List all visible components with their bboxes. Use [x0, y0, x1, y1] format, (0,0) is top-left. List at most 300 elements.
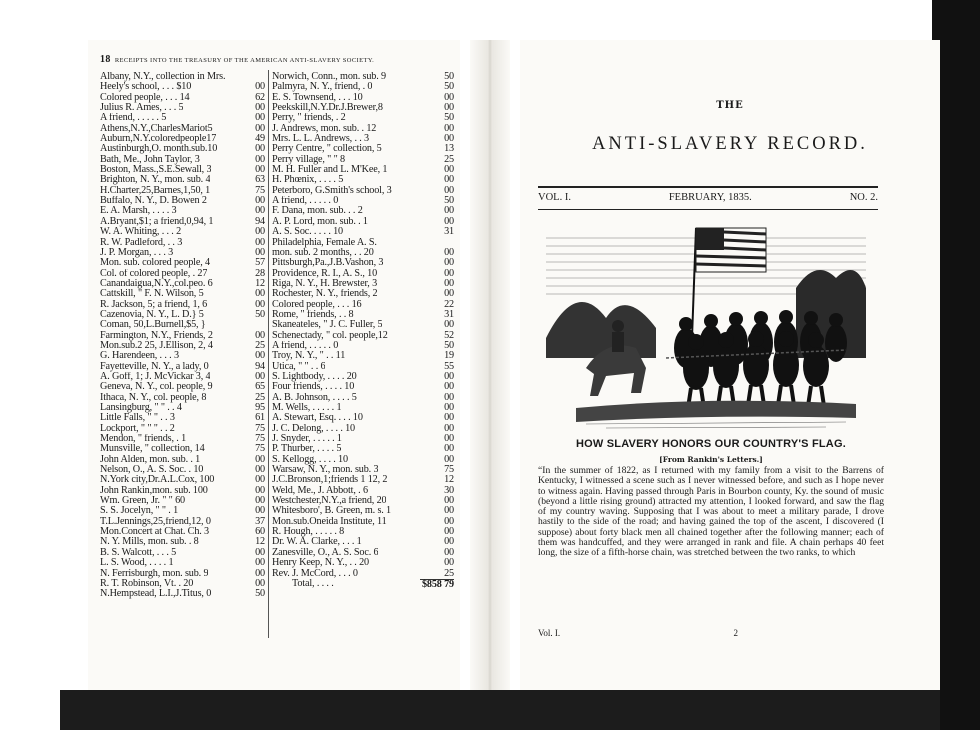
- receipt-entry: J. P. Morgan, . . . 3: [100, 247, 174, 258]
- receipt-entry: Perry village, " " 8: [272, 154, 345, 165]
- receipt-row: [272, 351, 454, 361]
- receipt-row: [100, 144, 265, 154]
- receipt-row: [100, 424, 265, 434]
- receipt-entry: Fayetteville, N. Y., a lady, 0: [100, 361, 209, 372]
- receipt-entry: Philadelphia, Female A. S.: [272, 237, 377, 248]
- receipt-entry: Albany, N.Y., collection in Mrs.: [100, 72, 226, 82]
- receipt-entry: Whitesboro', B. Green, m. s. 1: [272, 506, 391, 517]
- receipt-entry: Rochester, N. Y., friends, 2: [272, 289, 378, 300]
- receipt-entry: Mon.sub.Oneida Institute, 11: [272, 516, 387, 527]
- receipt-row: [272, 320, 454, 330]
- receipt-amount: 00: [444, 320, 454, 331]
- receipt-amount: 00: [255, 113, 265, 124]
- receipt-entry: Heely's school, . . . $10: [100, 82, 192, 93]
- running-head: [100, 54, 374, 65]
- receipt-entry: Rome, " friends, . . 8: [272, 309, 354, 320]
- receipt-amount: 00: [444, 547, 454, 558]
- receipt-amount: 00: [444, 268, 454, 279]
- receipt-entry: A friend, . . . . . 0: [272, 340, 339, 351]
- receipt-amount: 63: [255, 175, 265, 186]
- receipt-entry: Warsaw, N. Y., mon. sub. 3: [272, 465, 379, 476]
- issue-date: FEBRUARY, 1835.: [668, 192, 752, 203]
- receipt-entry: A. B. Johnson, . . . . 5: [272, 392, 357, 403]
- masthead-info: [538, 192, 878, 203]
- receipt-row: [272, 103, 454, 113]
- receipt-entry: F. Dana, mon. sub. . . 2: [272, 206, 363, 217]
- receipt-entry: H.Charter,25,Barnes,1,50, 1: [100, 185, 211, 196]
- receipt-amount: 12: [255, 537, 265, 548]
- receipt-amount: 00: [255, 103, 265, 114]
- receipt-entry: Canandaigua,N.Y.,col.peo. 6: [100, 278, 213, 289]
- receipt-entry: Schenectady, " col. people,12: [272, 330, 388, 341]
- receipt-entry: Dr. W. A. Clarke, . . . 1: [272, 537, 362, 548]
- receipt-amount: 50: [444, 82, 454, 93]
- receipt-entry: Little Falls, " " . . 3: [100, 413, 175, 424]
- receipt-amount: [263, 320, 265, 330]
- receipt-entry: T.L.Jennings,25,friend,12, 0: [100, 516, 211, 527]
- receipt-row: [100, 331, 265, 341]
- receipt-entry: E. A. Marsh, . . . . 3: [100, 206, 177, 217]
- receipt-row: [272, 569, 454, 579]
- receipt-amount: 00: [255, 289, 265, 300]
- receipt-amount: 52: [444, 330, 454, 341]
- receipt-entry: Cattskill, " F. N. Wilson, 5: [100, 289, 204, 300]
- receipt-row: [272, 506, 454, 516]
- receipt-amount: 62: [255, 92, 265, 103]
- receipt-row: [100, 134, 265, 144]
- receipt-entry: Weld, Me., J. Abbott, . 6: [272, 485, 368, 496]
- receipt-row: [100, 475, 265, 485]
- right-page: [520, 40, 940, 690]
- receipt-amount: 00: [444, 134, 454, 145]
- receipt-amount: 75: [255, 434, 265, 445]
- receipt-entry: S. Lightbody, . . . . 20: [272, 371, 357, 382]
- receipt-amount: 00: [255, 454, 265, 465]
- receipt-amount: 61: [255, 413, 265, 424]
- receipt-entry: Mon.Concert at Chat. Ch. 3: [100, 527, 209, 538]
- receipt-row: [100, 217, 265, 227]
- receipt-amount: 12: [444, 475, 454, 486]
- receipt-entry: Skaneateles, " J. C. Fuller, 5: [272, 320, 383, 331]
- receipt-row: [100, 238, 265, 248]
- receipt-amount: [263, 72, 265, 82]
- receipt-row: [272, 413, 454, 423]
- receipt-amount: 00: [444, 392, 454, 403]
- receipt-amount: 00: [255, 547, 265, 558]
- receipt-entry: Providence, R. I., A. S., 10: [272, 268, 378, 279]
- receipt-amount: 00: [255, 123, 265, 134]
- receipt-entry: L. S. Wood, . . . . 1: [100, 558, 174, 569]
- receipt-row: [100, 455, 265, 465]
- receipt-row: [100, 248, 265, 258]
- receipt-amount: 00: [255, 330, 265, 341]
- receipts-total-row: [272, 579, 454, 589]
- receipt-entry: Athens,N.Y.,CharlesMariot5: [100, 123, 213, 134]
- receipt-amount: 00: [444, 423, 454, 434]
- receipt-amount: 00: [255, 165, 265, 176]
- receipt-amount: 00: [444, 216, 454, 227]
- article-body: “In the summer of 1822, as I returned with my family from a visit to the Barrens of Kentucky, I witnessed a scene such as I never witnessed before, and such as I hope never to witness again. Having passed through Paris in Bourbon county, Ky. the sound of music (beyond a little rising ground) attracted my attention, I looked forward, and saw the flag of my country waving. Supposing that I was about to meet a military parade, I drove hastily to the side of the road; and having gained the top of the ascent, I discovered (I suppose) about forty black men all chained together after the following manner; each of them was handcuffed, and they were arranged in rank and file. A chain perhaps 40 feet long, the size of a fifth-horse chain, was stretched between the two ranks, to which: [538, 465, 884, 558]
- receipt-row: [272, 382, 454, 392]
- receipt-amount: 25: [444, 154, 454, 165]
- masthead-title: ANTI-SLAVERY RECORD.: [592, 134, 868, 154]
- receipt-row: [100, 155, 265, 165]
- receipt-amount: 00: [255, 206, 265, 217]
- receipt-entry: B. S. Walcott, . . . 5: [100, 547, 177, 558]
- total-label: Total, . . . .: [292, 578, 334, 589]
- receipt-entry: Farmington, N.Y., Friends, 2: [100, 330, 213, 341]
- receipt-amount: 50: [444, 196, 454, 207]
- receipt-amount: 50: [444, 72, 454, 82]
- receipt-amount: 75: [255, 185, 265, 196]
- receipt-entry: Palmyra, N. Y., friend, . 0: [272, 82, 373, 93]
- receipt-entry: Cazenovia, N. Y., L. D.} 5: [100, 309, 204, 320]
- receipt-amount: 95: [255, 403, 265, 413]
- receipt-amount: 00: [444, 103, 454, 114]
- receipt-row: [100, 93, 265, 103]
- receipt-amount: 00: [444, 123, 454, 134]
- article-source: [From Rankin's Letters.]: [659, 455, 763, 464]
- receipt-amount: 00: [444, 382, 454, 393]
- receipt-row: [100, 579, 265, 589]
- receipt-row: [272, 258, 454, 268]
- receipt-entry: Riga, N. Y., H. Brewster, 3: [272, 278, 378, 289]
- receipt-row: [272, 558, 454, 568]
- receipt-entry: Bath, Me., John Taylor, 3: [100, 154, 200, 165]
- receipt-row: [272, 475, 454, 485]
- receipt-amount: 00: [444, 278, 454, 289]
- receipt-amount: 00: [255, 144, 265, 155]
- book-gutter: [470, 40, 510, 690]
- receipt-entry: Col. of colored people, . 27: [100, 268, 208, 279]
- receipt-amount: 30: [444, 485, 454, 496]
- receipt-row: [100, 186, 265, 196]
- receipt-entry: M. Wells, . . . . . 1: [272, 403, 342, 413]
- receipt-entry: Julius R. Ames, . . . 5: [100, 103, 184, 114]
- receipt-entry: G. Harendeen, . . . 3: [100, 351, 179, 362]
- receipt-amount: [452, 238, 454, 248]
- receipt-amount: 13: [444, 144, 454, 155]
- receipt-amount: 60: [255, 527, 265, 538]
- receipt-amount: 00: [255, 154, 265, 165]
- receipt-row: [100, 206, 265, 216]
- receipt-row: [100, 341, 265, 351]
- receipt-amount: 00: [255, 578, 265, 589]
- receipt-entry: A. Goff, 1; J. McVickar 3, 4: [100, 371, 211, 382]
- receipt-amount: 75: [255, 423, 265, 434]
- receipt-row: [100, 382, 265, 392]
- receipt-row: [272, 238, 454, 248]
- receipt-row: [100, 506, 265, 516]
- receipt-row: [272, 362, 454, 372]
- receipt-row: [272, 248, 454, 258]
- receipt-amount: 00: [255, 351, 265, 362]
- receipt-row: [100, 82, 265, 92]
- receipt-row: [272, 424, 454, 434]
- receipt-row: [272, 527, 454, 537]
- receipt-amount: 00: [255, 227, 265, 238]
- receipt-entry: Perry Centre, " collection, 5: [272, 144, 382, 155]
- receipt-row: [272, 310, 454, 320]
- receipt-row: [100, 269, 265, 279]
- receipt-row: [272, 444, 454, 454]
- receipt-row: [272, 403, 454, 413]
- receipt-amount: 25: [444, 568, 454, 579]
- receipt-entry: A friend, . . . . . 5: [100, 113, 167, 124]
- receipt-entry: Boston, Mass.,S.E.Sewall, 3: [100, 165, 212, 176]
- receipt-amount: 00: [444, 506, 454, 517]
- receipt-entry: mon. sub. 2 months, . . 20: [272, 247, 374, 258]
- receipt-row: [100, 548, 265, 558]
- running-head-title: RECEIPTS INTO THE TREASURY OF THE AMERICAN ANTI-SLAVERY SOCIETY.: [114, 57, 375, 64]
- receipt-row: [272, 393, 454, 403]
- receipt-row: [272, 144, 454, 154]
- receipt-amount: 37: [255, 516, 265, 527]
- receipt-entry: A. P. Lord, mon. sub. . 1: [272, 216, 368, 227]
- receipt-row: [100, 258, 265, 268]
- receipt-entry: J.C.Bronson,1;friends 1 12, 2: [272, 475, 388, 486]
- receipt-entry: R. W. Padleford, . . 3: [100, 237, 183, 248]
- receipt-row: [100, 558, 265, 568]
- receipt-entry: Mon. sub. colored people, 4: [100, 258, 210, 269]
- receipt-row: [272, 217, 454, 227]
- receipt-entry: John Alden, mon. sub. . 1: [100, 454, 201, 465]
- receipt-row: [272, 289, 454, 299]
- column-rule: [268, 70, 269, 638]
- receipt-row: [272, 175, 454, 185]
- receipt-row: [272, 196, 454, 206]
- receipt-entry: H. Phœnix, . . . . 5: [272, 175, 344, 186]
- receipt-amount: 00: [444, 258, 454, 269]
- receipt-amount: 00: [255, 196, 265, 207]
- receipt-amount: 25: [255, 392, 265, 403]
- receipt-amount: 00: [255, 485, 265, 496]
- receipt-amount: 28: [255, 268, 265, 279]
- receipt-amount: 22: [444, 299, 454, 310]
- receipt-amount: 00: [444, 434, 454, 445]
- receipt-amount: 00: [255, 237, 265, 248]
- receipt-row: [272, 434, 454, 444]
- receipt-amount: 00: [444, 289, 454, 300]
- receipt-row: [100, 279, 265, 289]
- receipt-row: [272, 155, 454, 165]
- receipt-row: [100, 527, 265, 537]
- receipt-entry: Geneva, N. Y., col. people, 9: [100, 382, 213, 393]
- receipt-amount: 00: [444, 403, 454, 413]
- receipt-entry: A.Bryant,$1; a friend,0,94, 1: [100, 216, 214, 227]
- receipt-row: [272, 517, 454, 527]
- receipt-amount: 00: [255, 506, 265, 517]
- receipt-entry: Munsville, " collection, 14: [100, 444, 205, 455]
- receipt-row: [100, 362, 265, 372]
- receipt-row: [100, 444, 265, 454]
- receipt-entry: M. H. Fuller and L. M'Kee, 1: [272, 165, 388, 176]
- page-number: 18: [100, 54, 111, 65]
- receipt-entry: J. Snyder, . . . . . 1: [272, 434, 342, 445]
- receipt-entry: Utica, " " . . 6: [272, 361, 326, 372]
- receipt-row: [272, 300, 454, 310]
- receipt-amount: 65: [255, 382, 265, 393]
- receipt-row: [272, 331, 454, 341]
- receipt-entry: Coman, 50,L.Burnell,$5, }: [100, 320, 206, 331]
- left-page: [88, 40, 460, 690]
- receipt-row: [272, 72, 454, 82]
- receipt-entry: Peekskill,N.Y.Dr.J.Brewer,8: [272, 103, 383, 114]
- receipt-row: [100, 569, 265, 579]
- receipt-row: [272, 455, 454, 465]
- receipt-entry: Auburn,N.Y.coloredpeople17: [100, 134, 217, 145]
- issue-number: NO. 2.: [849, 192, 878, 203]
- receipt-entry: N.Hempstead, L.I.,J.Titus, 0: [100, 589, 212, 600]
- receipt-entry: S. S. Jocelyn, " " . 1: [100, 506, 179, 517]
- receipt-entry: R. Hough, . . . . . 8: [272, 527, 345, 538]
- receipt-entry: R. T. Robinson, Vt. . 20: [100, 578, 194, 589]
- receipt-amount: 00: [255, 247, 265, 258]
- receipt-row: [100, 289, 265, 299]
- receipt-entry: P. Thurber, . . . . 5: [272, 444, 342, 455]
- receipt-row: [272, 465, 454, 475]
- footer-signature: 2: [733, 628, 738, 638]
- receipt-amount: 00: [444, 527, 454, 538]
- receipt-row: [100, 320, 265, 330]
- receipt-row: [100, 196, 265, 206]
- receipts-column-2: [272, 72, 454, 589]
- receipt-row: [272, 165, 454, 175]
- masthead-rule-top: [538, 186, 878, 188]
- receipt-entry: A. Stewart, Esq. . . . 10: [272, 413, 363, 424]
- receipt-amount: 31: [444, 309, 454, 320]
- receipt-row: [272, 341, 454, 351]
- receipt-row: [272, 227, 454, 237]
- receipt-row: [100, 175, 265, 185]
- receipt-entry: Pittsburgh,Pa.,J.B.Vashon, 3: [272, 258, 384, 269]
- receipt-entry: W. A. Whiting, . . . 2: [100, 227, 182, 238]
- receipt-amount: 31: [444, 227, 454, 238]
- receipt-row: [272, 537, 454, 547]
- receipt-entry: N. Y. Mills, mon. sub. . 8: [100, 537, 199, 548]
- receipt-row: [272, 548, 454, 558]
- receipt-row: [100, 72, 265, 82]
- receipt-entry: Norwich, Conn., mon. sub. 9: [272, 72, 386, 82]
- receipt-row: [100, 372, 265, 382]
- footer-volume: Vol. I.: [538, 628, 561, 638]
- receipt-row: [272, 486, 454, 496]
- receipt-amount: 00: [255, 299, 265, 310]
- article-headline: HOW SLAVERY HONORS OUR COUNTRY'S FLAG.: [576, 438, 846, 450]
- receipt-row: [272, 206, 454, 216]
- receipt-amount: 94: [255, 361, 265, 372]
- receipt-entry: Lansingburg, " " . . 4: [100, 403, 182, 413]
- receipt-entry: Troy, N. Y., " . . 11: [272, 351, 346, 362]
- receipt-amount: 00: [444, 496, 454, 507]
- receipt-row: [100, 310, 265, 320]
- receipt-entry: N.York city,Dr.A.L.Cox, 100: [100, 475, 215, 486]
- receipt-entry: Ithaca, N. Y., col. people, 8: [100, 392, 207, 403]
- receipt-entry: A. S. Soc. . . . . 10: [272, 227, 343, 238]
- receipt-row: [272, 93, 454, 103]
- receipt-row: [272, 372, 454, 382]
- receipt-row: [100, 351, 265, 361]
- receipt-entry: A friend, . . . . . 0: [272, 196, 339, 207]
- receipt-entry: Austinburgh,O. month.sub.10: [100, 144, 218, 155]
- receipt-row: [272, 124, 454, 134]
- receipt-entry: Nelson, O., A. S. Soc. . 10: [100, 465, 204, 476]
- receipt-row: [100, 486, 265, 496]
- receipt-row: [272, 113, 454, 123]
- receipt-amount: 00: [444, 247, 454, 258]
- receipt-amount: 00: [444, 454, 454, 465]
- masthead-rule-bottom: [538, 209, 878, 210]
- scan-bottom-shadow: [60, 690, 940, 730]
- receipt-row: [100, 227, 265, 237]
- receipt-amount: 19: [444, 351, 454, 362]
- receipt-amount: 00: [255, 371, 265, 382]
- receipt-entry: Wm. Green, Jr. " " 60: [100, 496, 185, 507]
- receipt-row: [272, 134, 454, 144]
- masthead-the: THE: [716, 100, 744, 111]
- receipt-row: [100, 403, 265, 413]
- receipt-row: [100, 300, 265, 310]
- receipt-amount: 00: [444, 165, 454, 176]
- receipt-entry: Colored people, . . . 16: [272, 299, 362, 310]
- receipt-amount: 00: [444, 185, 454, 196]
- receipt-amount: 00: [444, 516, 454, 527]
- receipt-entry: R. Jackson, 5; a friend, 1, 6: [100, 299, 208, 310]
- receipt-entry: J. C. Delong, . . . . 10: [272, 423, 355, 434]
- receipt-amount: 00: [444, 413, 454, 424]
- receipt-row: [272, 186, 454, 196]
- receipt-entry: John Rankin,mon. sub. 100: [100, 485, 208, 496]
- receipt-entry: Rev. J. McCord, . . . 0: [272, 568, 358, 579]
- receipt-entry: Lockport, " " " . . 2: [100, 423, 175, 434]
- receipt-row: [100, 537, 265, 547]
- receipt-entry: Four friends, . . . . 10: [272, 382, 355, 393]
- receipt-entry: E. S. Townsend, . . . 10: [272, 92, 363, 103]
- receipt-entry: Mendon, " friends, . 1: [100, 434, 187, 445]
- receipt-row: [100, 517, 265, 527]
- receipt-row: [100, 465, 265, 475]
- receipt-amount: 12: [255, 278, 265, 289]
- receipt-amount: 00: [255, 465, 265, 476]
- page-footer: [538, 628, 738, 638]
- receipt-entry: Perry, " friends, . 2: [272, 113, 346, 124]
- receipt-amount: 00: [255, 82, 265, 93]
- receipt-entry: Peterboro, G.Smith's school, 3: [272, 185, 392, 196]
- receipt-row: [100, 165, 265, 175]
- receipt-amount: 00: [444, 371, 454, 382]
- receipt-row: [100, 124, 265, 134]
- receipt-amount: 00: [255, 558, 265, 569]
- receipt-amount: 00: [255, 568, 265, 579]
- receipt-entry: S. Kellogg, . . . . 10: [272, 454, 348, 465]
- receipt-row: [272, 279, 454, 289]
- receipt-row: [100, 413, 265, 423]
- receipt-amount: 50: [255, 589, 265, 600]
- receipt-entry: Brighton, N. Y., mon. sub. 4: [100, 175, 211, 186]
- coffle-illustration: [546, 218, 866, 436]
- receipt-amount: 00: [444, 444, 454, 455]
- receipt-entry: Buffalo, N. Y., D. Bowen 2: [100, 196, 207, 207]
- receipt-entry: Zanesville, O., A. S. Soc. 6: [272, 547, 379, 558]
- receipt-row: [100, 434, 265, 444]
- receipt-amount: 94: [255, 216, 265, 227]
- receipt-entry: N. Ferrisburgh, mon. sub. 9: [100, 568, 209, 579]
- receipt-entry: Colored people, . . . 14: [100, 92, 190, 103]
- receipt-row: [100, 496, 265, 506]
- receipt-row: [100, 393, 265, 403]
- receipt-row: [272, 269, 454, 279]
- receipt-amount: 50: [255, 309, 265, 320]
